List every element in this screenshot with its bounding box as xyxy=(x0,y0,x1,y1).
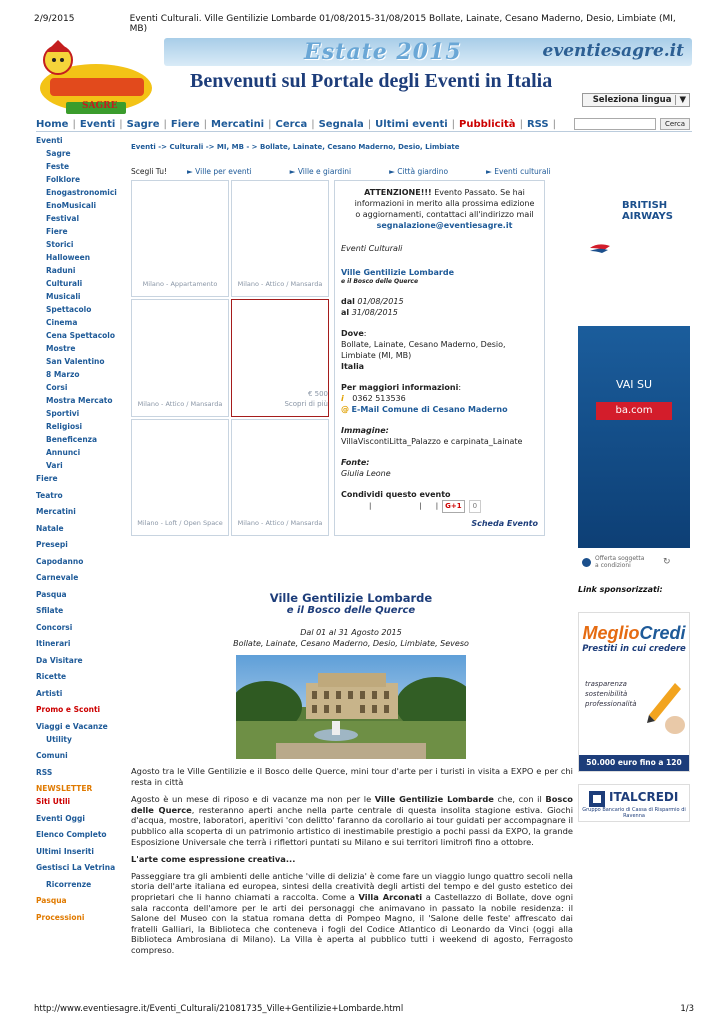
ba-offer xyxy=(578,548,690,576)
filter-bar xyxy=(131,167,591,176)
welcome-heading: Benvenuti sul Portale degli Eventi in Italia xyxy=(190,70,553,92)
sidebar-item[interactable]: Annunci xyxy=(46,448,81,457)
ba-vai-su: VAI SU xyxy=(615,378,653,391)
sidebar-item[interactable]: Cinema xyxy=(46,318,78,327)
sidebar-item[interactable]: Pasqua xyxy=(36,589,67,599)
listing-cell[interactable]: Milano - Attico / Mansarda xyxy=(231,180,329,297)
event-email-link[interactable]: E-Mail Comune di Cesano Maderno xyxy=(351,405,508,414)
sidebar-item[interactable]: Da Visitare xyxy=(36,655,83,665)
header-banner xyxy=(164,38,692,66)
mc-brand-a: Meglio xyxy=(582,623,640,643)
info-icon: i xyxy=(341,394,344,403)
top-navigation: Home | Eventi | Sagre | Fiere | Mercatini | Cerca | Segnala | Ultimi eventi | Pubblicità | RSS | xyxy=(36,118,692,132)
gplus-button[interactable]: G+1 xyxy=(442,500,464,513)
filter-link[interactable]: ► Ville e giardini xyxy=(289,167,352,176)
sidebar-item[interactable]: Cena Spettacolo xyxy=(46,331,116,340)
sidebar-item[interactable]: Fiere xyxy=(46,227,68,236)
mc-brand-b: Credi xyxy=(639,623,686,643)
share-label: Condividi questo evento xyxy=(341,490,451,499)
sidebar-item[interactable]: Artisti xyxy=(36,688,63,698)
sidebar-item[interactable]: Siti Utili xyxy=(36,797,71,806)
sidebar-item[interactable]: Presepi xyxy=(36,540,68,549)
event-source: Giulia Leone xyxy=(341,469,391,478)
event-image-caption: VillaViscontiLitta_Palazzo e carpinata_Lainate xyxy=(341,437,523,446)
print-url: http://www.eventiesagre.it/Eventi_Culturali/21081735_Ville+Gentilizie+Lombarde.html xyxy=(34,1004,404,1014)
share-divider: | xyxy=(435,502,439,510)
nav-segnala[interactable]: Segnala xyxy=(318,119,364,130)
sidebar-item[interactable]: Natale xyxy=(36,523,64,533)
sidebar-item[interactable]: Enogastronomici xyxy=(46,188,117,197)
sidebar-item[interactable]: Vari xyxy=(46,461,63,470)
italcredi-ad[interactable] xyxy=(578,784,690,822)
sidebar-item[interactable]: Festival xyxy=(46,214,80,223)
article-title: Ville Gentilizie Lombarde xyxy=(269,591,433,605)
replay-icon: ↻ xyxy=(663,557,671,567)
event-category: Eventi Culturali xyxy=(341,244,403,253)
sidebar-item[interactable]: Viaggi e Vacanze xyxy=(36,721,108,731)
sidebar-item[interactable]: Spettacolo xyxy=(46,305,92,314)
ba-promo xyxy=(578,326,690,548)
share-divider: | xyxy=(369,502,372,510)
sidebar-item[interactable]: Musicali xyxy=(46,292,81,301)
nav-rss[interactable]: RSS xyxy=(526,119,549,130)
sidebar-item[interactable]: Fiere xyxy=(36,474,58,483)
villa-photo[interactable] xyxy=(236,655,466,759)
nav-pubblicita[interactable]: Pubblicità xyxy=(459,119,516,130)
sidebar-item[interactable]: Eventi Oggi xyxy=(36,813,85,823)
globe-icon xyxy=(582,558,591,567)
print-footer xyxy=(34,1004,694,1014)
scegli-tu-label: Scegli Tu! xyxy=(131,167,168,176)
event-end-date: 31/08/2015 xyxy=(351,308,398,317)
article-subheading: L'arte come espressione creativa... xyxy=(131,854,296,865)
mc-tagline: Prestiti in cui credere xyxy=(582,644,686,654)
article-paragraph: Agosto tra le Ville Gentilizie e il Bosco delle Querce, mini tour d'arte per i turisti in visita a EXPO e per chi resta in città xyxy=(131,766,573,787)
sidebar-item[interactable]: Storici xyxy=(46,240,74,249)
listing-highlight[interactable] xyxy=(231,299,329,416)
sidebar-item[interactable]: San Valentino xyxy=(46,357,105,366)
sidebar-item[interactable]: Feste xyxy=(46,162,70,171)
sidebar-item[interactable]: Utility xyxy=(46,734,72,744)
article-date-place xyxy=(131,627,571,649)
nav-home[interactable]: Home xyxy=(36,119,69,130)
sidebar-item[interactable]: Pasqua xyxy=(36,896,67,905)
sidebar-item[interactable]: Culturali xyxy=(46,279,83,288)
sidebar-item[interactable]: Sagre xyxy=(46,149,71,158)
sidebar-item[interactable]: 8 Marzo xyxy=(46,370,80,379)
article-subtitle: e il Bosco delle Querce xyxy=(286,605,416,616)
search-button[interactable]: Cerca xyxy=(660,118,690,130)
article-paragraph: Agosto è un mese di riposo e di vacanze ma non per le Ville Gentilizie Lombarde che, con il Bosco delle Querce, resteranno aperti anche nella parte centrale di questa insolita stagione estiva. Giochi d'acqua, mostre, laboratori, aperitivi 'con delitto' faranno da corollario ai tour guidati per accompagnare il pubblico alla scoperta di un patrimonio artistico di inestimabile prestigio a pochi passi da EXPO, la grande Esposizione Universale che terrà i riflettori puntati su Milano e sui territori limitrofi fino a ottobre. xyxy=(131,794,573,847)
fonte-label: Fonte: xyxy=(341,458,370,467)
british-airways-ad[interactable] xyxy=(578,180,690,576)
sidebar-item[interactable]: Halloween xyxy=(46,253,91,262)
print-header xyxy=(34,14,694,34)
pen-icon xyxy=(645,677,685,737)
sidebar-item[interactable]: Ultimi Inseriti xyxy=(36,846,94,856)
al-label: al xyxy=(341,308,350,317)
ba-offer-text: Offerta soggetta a condizioni xyxy=(595,555,645,569)
italcredi-footer: Gruppo Bancario di Cassa di Risparmio di Ravenna xyxy=(582,807,686,819)
event-start-date: 01/08/2015 xyxy=(357,297,404,306)
breadcrumb[interactable]: Eventi -> Culturali -> MI, MB - > Bollate, Lainate, Cesano Maderno, Desio, Limbiate xyxy=(131,143,460,151)
filter-link[interactable]: ► Eventi culturali xyxy=(486,167,551,176)
search-input[interactable] xyxy=(574,118,656,130)
article-place: Bollate, Lainate, Cesano Maderno, Desio, Limbiate, Seveso xyxy=(233,639,469,648)
article-paragraph: Passeggiare tra gli ambienti delle antiche 'ville di delizia' è come fare un viaggio lungo quattro secoli nella storia dell'arte italiana ed europea, sintesi della creatività degli artisti del tempo e del gusto estetico dei proprietari che li hanno chiamati a raccolta. Come a Villa Arconati a Castellazzo di Bollate, dove ogni sala racconta dell'amore per le arti dei personaggi che animavano in passato la nobile residenza: il Salone del Museo con la statua romana detta di Pompeo Magno, il 'Salone delle feste' affrescato dai fratelli Galliari, la Biblioteca che conteneva i fogli del Codice Atlantico di Leonardo da Vinci (oggi alla Biblioteca Ambrosiana di Milano). La Villa è aperta al pubblico tutti i weekend di agosto, Ferragosto compreso. xyxy=(131,870,573,955)
sidebar-item[interactable]: Beneficenza xyxy=(46,435,98,444)
ba-name: BRITISH AIRWAYS xyxy=(622,200,673,222)
listing-ads-grid xyxy=(131,180,329,536)
sidebar-item[interactable]: RSS xyxy=(36,767,53,777)
mc-logo xyxy=(579,623,689,644)
sidebar-item[interactable]: Promo e Sconti xyxy=(36,705,101,714)
sidebar-item[interactable]: Sportivi xyxy=(46,409,80,418)
listing-cell[interactable]: Milano - Attico / Mansarda xyxy=(131,299,229,416)
language-select-label: Seleziona lingua xyxy=(592,95,672,105)
filter-link[interactable]: ► Ville per eventi xyxy=(187,167,252,176)
sidebar-item[interactable]: Elenco Completo xyxy=(36,830,107,839)
listing-cell[interactable]: Milano - Appartamento xyxy=(131,180,229,297)
event-title: Ville Gentilizie Lombarde xyxy=(341,268,454,277)
ba-logo xyxy=(578,180,690,326)
print-title: Eventi Culturali. Ville Gentilizie Lombarde 01/08/2015-31/08/2015 Bollate, Lainate, Cesano Maderno, Desio, Limbiate (MI, MB) xyxy=(129,14,676,34)
nav-eventi[interactable]: Eventi xyxy=(79,119,116,130)
sidebar-item[interactable]: Carnevale xyxy=(36,573,79,582)
share-divider: | xyxy=(419,502,422,510)
sidebar-item[interactable]: Eventi xyxy=(36,136,63,145)
nav-fiere[interactable]: Fiere xyxy=(170,119,200,130)
sidebar-item[interactable]: Comuni xyxy=(36,751,68,760)
sidebar-item[interactable]: Corsi xyxy=(46,383,68,392)
banner-title: Estate 2015 xyxy=(304,39,462,65)
attention-email[interactable]: segnalazione@eventiesagre.it xyxy=(376,221,513,230)
italcredi-name: ITALCREDI xyxy=(609,790,679,804)
sidebar-item[interactable]: Ricette xyxy=(36,672,67,681)
dal-label: dal xyxy=(341,297,355,306)
event-phone: 0362 513536 xyxy=(352,394,406,403)
listing-cell[interactable]: Milano - Loft / Open Space xyxy=(131,419,229,536)
filter-link[interactable]: ► Città giardino xyxy=(389,167,449,176)
sidebar-item[interactable]: NEWSLETTER xyxy=(36,784,93,793)
dropdown-arrow-icon: ▼ xyxy=(675,95,686,105)
share-bar xyxy=(369,500,538,513)
sidebar-item[interactable]: Gestisci La Vetrina xyxy=(36,863,116,872)
sidebar-item[interactable]: Concorsi xyxy=(36,622,73,632)
scheda-evento-link[interactable]: Scheda Evento xyxy=(471,519,538,528)
sidebar-item[interactable]: Mostre xyxy=(46,344,76,353)
article-date: Dal 01 al 31 Agosto 2015 xyxy=(300,628,402,637)
email-icon: @ xyxy=(341,405,349,414)
dove-label: Dove xyxy=(341,329,364,338)
nav-ultimi-eventi[interactable]: Ultimi eventi xyxy=(375,119,448,130)
sidebar-item[interactable]: Religiosi xyxy=(46,422,83,431)
event-subtitle: e il Bosco delle Querce xyxy=(341,278,419,285)
listing-price: € 500 xyxy=(307,389,328,398)
immagine-label: Immagine: xyxy=(341,426,389,435)
nav-cerca[interactable]: Cerca xyxy=(275,119,308,130)
language-select[interactable] xyxy=(582,93,690,107)
attention-notice xyxy=(341,187,538,231)
sidebar-item[interactable]: Mostra Mercato xyxy=(46,396,113,405)
nav-mercatini[interactable]: Mercatini xyxy=(211,119,265,130)
sidebar-item[interactable]: Teatro xyxy=(36,490,63,500)
nav-sagre[interactable]: Sagre xyxy=(126,119,160,130)
print-date: 2/9/2015 xyxy=(34,14,75,24)
sidebar-item[interactable]: Raduni xyxy=(46,266,76,275)
event-location: Bollate, Lainate, Cesano Maderno, Desio, Limbiate (MI, MB) xyxy=(341,340,506,360)
attention-text: Evento Passato. Se hai informazioni in merito alla prossima edizione o aggiornamenti, contattaci all'indirizzo mail xyxy=(354,188,535,219)
sidebar-item[interactable]: Sfilate xyxy=(36,606,64,615)
sidebar-item[interactable]: Itinerari xyxy=(36,639,71,648)
article-body xyxy=(131,766,573,963)
info-label: Per maggiori informazioni xyxy=(341,383,459,392)
listing-cta[interactable]: Scopri di più xyxy=(284,399,328,408)
sponsor-label: Link sponsorizzati: xyxy=(578,585,663,594)
brand-name[interactable]: eventiesagre.it xyxy=(542,41,684,61)
sidebar-item[interactable]: Processioni xyxy=(36,912,85,922)
italcredi-logo-icon xyxy=(587,789,607,809)
attention-label: ATTENZIONE!!! xyxy=(364,188,432,197)
sidebar-item[interactable]: Ricorrenze xyxy=(46,879,92,889)
mc-handwriting: trasparenza sostenibilità professionalità xyxy=(585,680,637,708)
mc-offer: 50.000 euro fino a 120 mesi xyxy=(579,755,689,771)
sidebar-item[interactable]: Folklore xyxy=(46,175,81,184)
listing-cell[interactable]: Milano - Attico / Mansarda xyxy=(231,419,329,536)
event-card: ATTENZIONE!!! Evento Passato. Se hai informazioni in merito alla prossima edizione o aggiornamenti, contattaci all'indirizzo mail segnalazione@eventiesagre.it Eventi Culturali Ville Gentilizie Lombarde e il Bosco delle Querce dal 01/08/2015 al 31/08/2015 Dove: Bollate, Lainate, Cesano Maderno, Desio, Limbiate (MI, MB) Italia Per maggiori informazioni: i 0362 513536 @ E-Mail Comune di Cesano Maderno Immagine: VillaViscontiLitta_Palazzo e carpinata_Lainate Fonte: Giulia Leone Condividi questo evento | | | G+1 0 Scheda Evento xyxy=(334,180,545,536)
logo-text: SAGRE xyxy=(82,101,118,111)
sidebar xyxy=(36,134,120,924)
sidebar-item[interactable]: Capodanno xyxy=(36,556,84,566)
ba-site-button[interactable]: ba.com xyxy=(596,402,672,420)
site-logo[interactable] xyxy=(36,38,158,116)
print-page: 1/3 xyxy=(680,1004,694,1014)
sidebar-item[interactable]: Mercatini xyxy=(36,507,76,516)
event-country: Italia xyxy=(341,362,365,371)
sidebar-item[interactable]: EnoMusicali xyxy=(46,201,97,210)
megliocredi-ad[interactable] xyxy=(578,612,690,783)
gplus-count: 0 xyxy=(469,500,481,513)
